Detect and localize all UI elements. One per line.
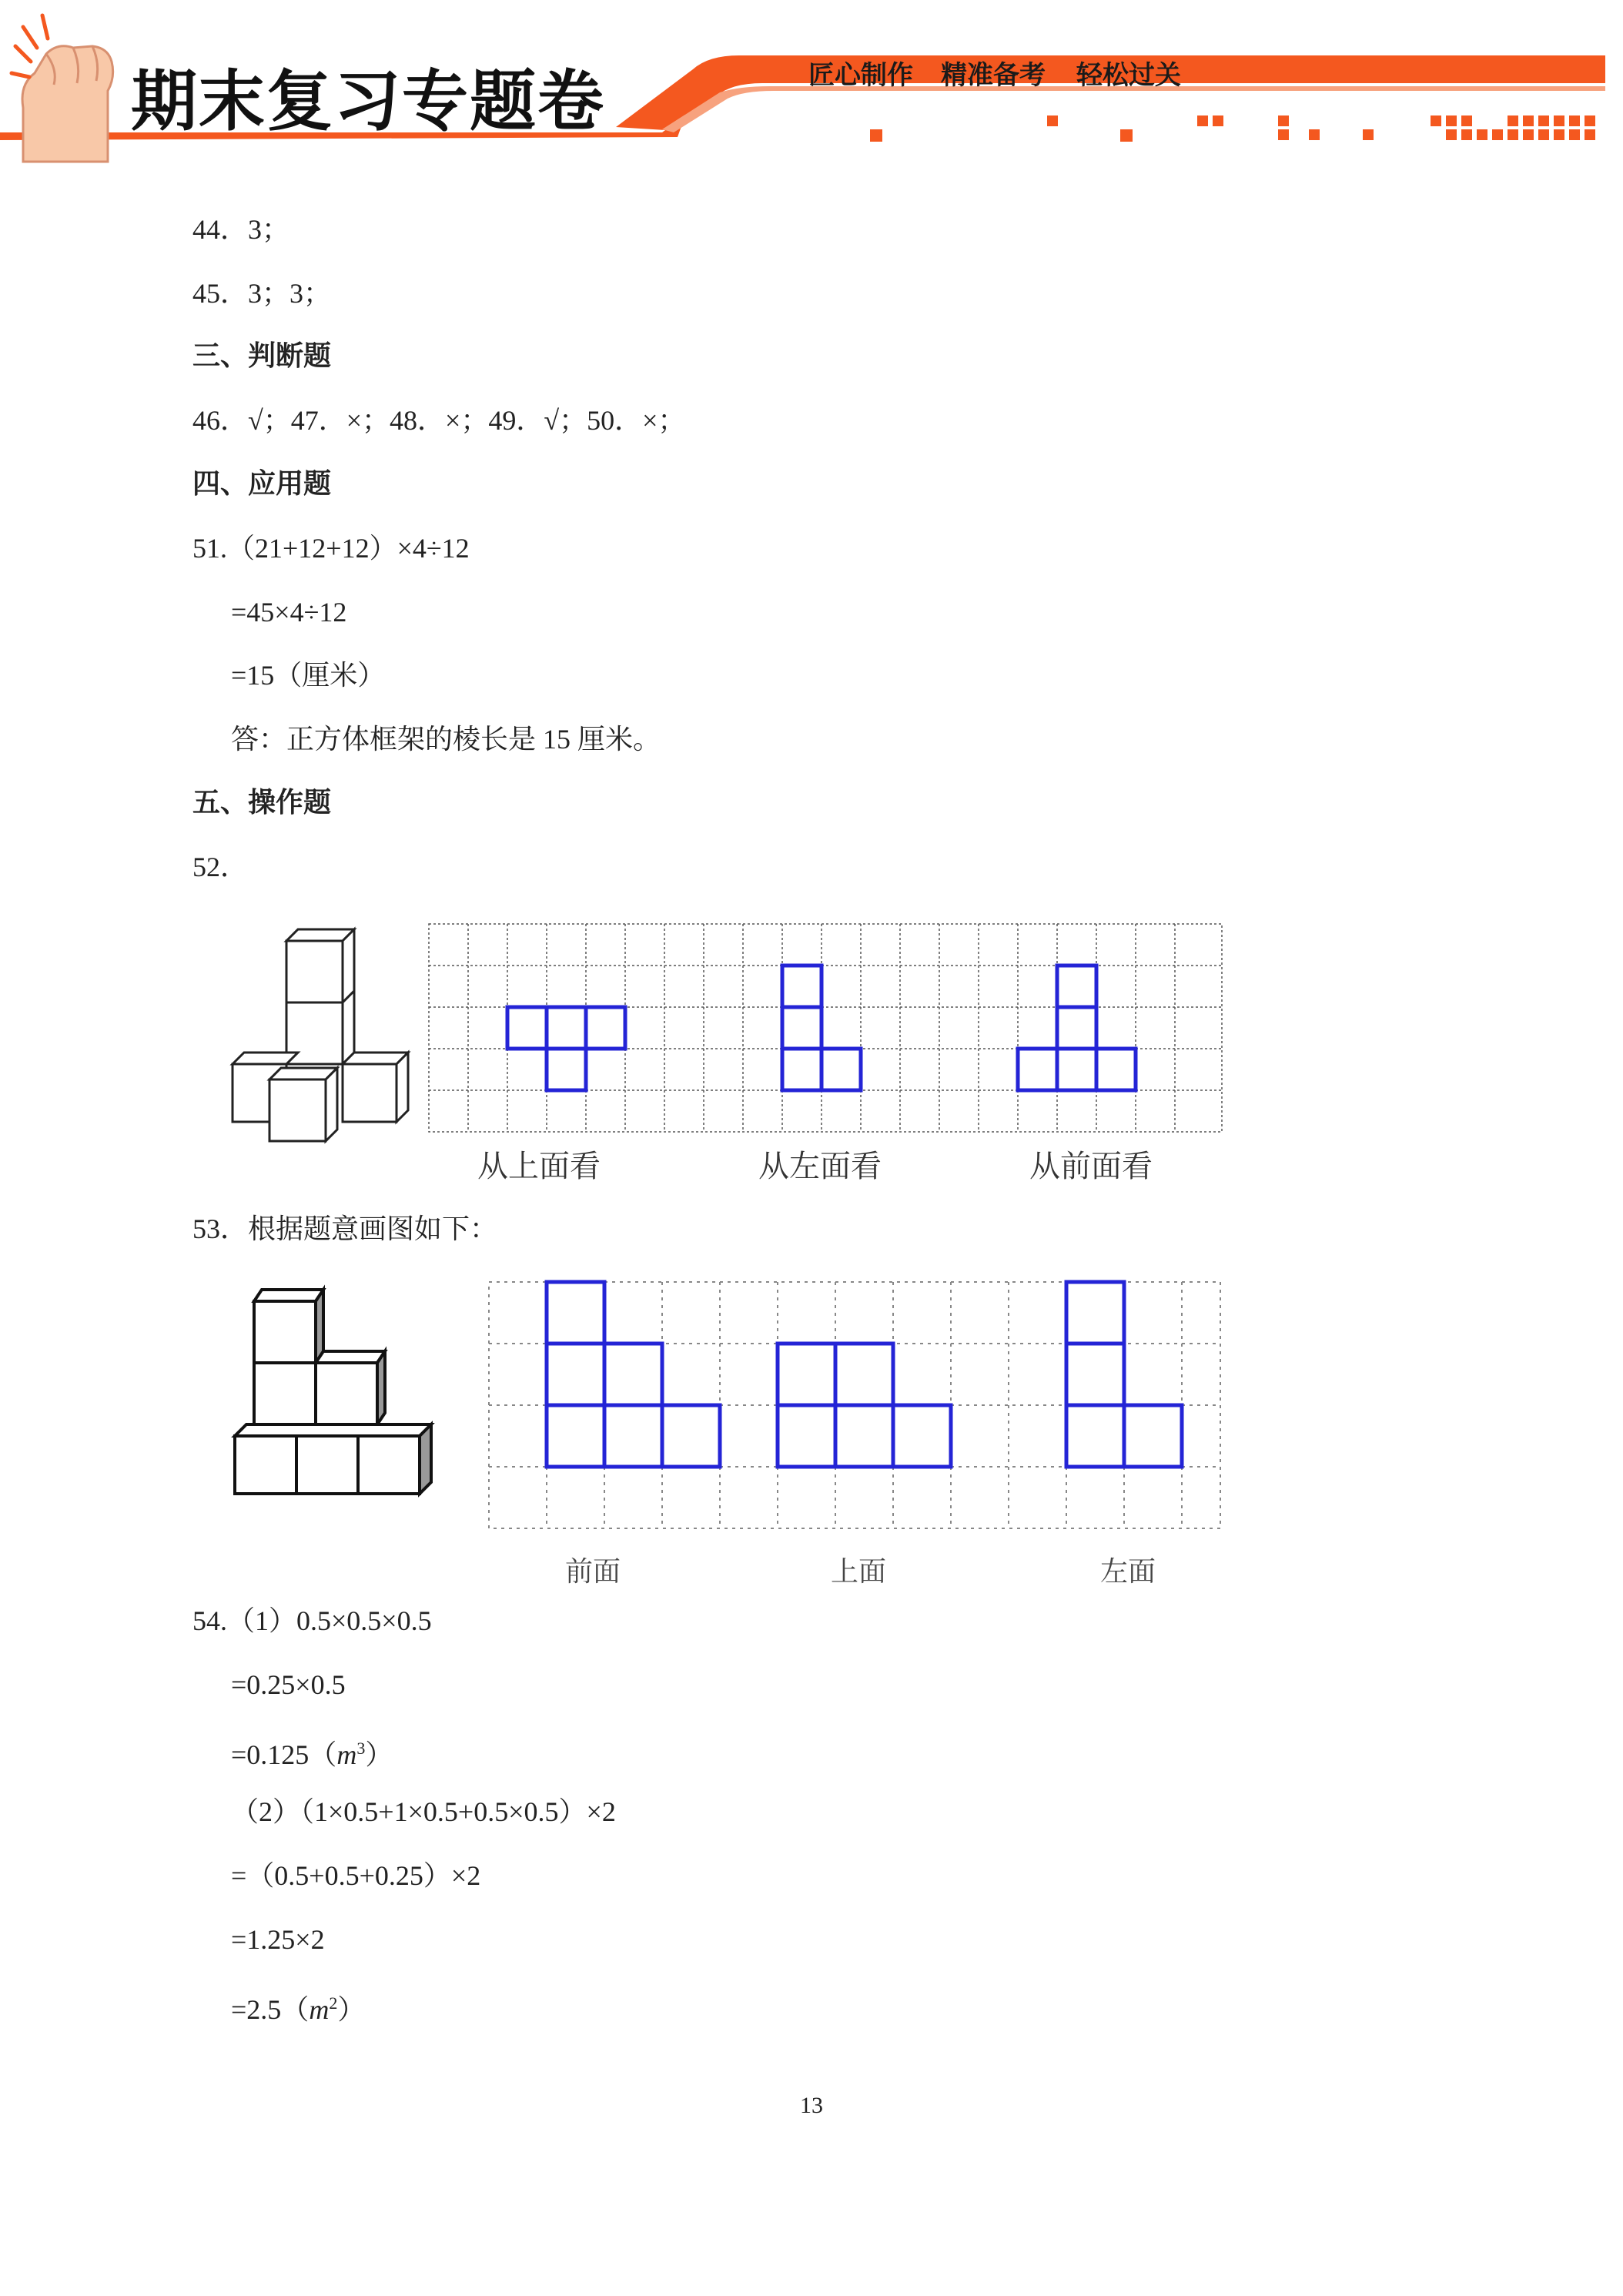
answer-45: 45．3；3； — [192, 278, 332, 309]
answer-51-step-1: =45×4÷12 — [231, 597, 347, 628]
figure-53-left-view — [1066, 1282, 1182, 1467]
page-number: 13 — [800, 2093, 823, 2118]
figure-52-left-view — [782, 966, 861, 1090]
figure-52-front-view — [1018, 966, 1136, 1090]
figure-52-label-front: 从前面看 — [1029, 1149, 1153, 1184]
hand-fist-icon — [12, 15, 113, 162]
page-header — [0, 0, 1623, 166]
answer-46-50: 46．√；47．×；48．×；49．√；50．×； — [192, 405, 686, 436]
answer-54-part-1-step-2: $=0.125(m^3)$ — [231, 1739, 393, 1770]
figure-53-top-view — [778, 1344, 951, 1467]
answer-53: 53．根据题意画图如下： — [192, 1213, 498, 1244]
answer-54-part-2-step-1: =（0.5+0.5+0.25）×2 — [231, 1860, 481, 1891]
section-5-heading: 五、操作题 — [192, 787, 332, 818]
figure-52 — [227, 920, 1228, 1190]
section-4-heading: 四、应用题 — [192, 468, 332, 500]
figure-53-cube-stack — [235, 1290, 431, 1494]
answer-51-conclusion: 答：正方体框架的棱长是 15 厘米。 — [231, 724, 661, 755]
figure-52-cube-stack — [233, 929, 408, 1141]
figure-52-label-left: 从左面看 — [758, 1149, 882, 1184]
slogan-1: 匠心制作 — [808, 60, 913, 91]
answer-54-part-2-step-2: =1.25×2 — [231, 1924, 325, 1955]
figure-53-label-top: 上面 — [830, 1556, 887, 1588]
header-title: 期末复习专题卷 — [131, 63, 605, 140]
slogan-2: 精准备考 — [941, 60, 1046, 91]
slogan-3: 轻松过关 — [1076, 60, 1181, 91]
answer-44: 44．3； — [192, 214, 290, 245]
answer-51: 51.（21+12+12）×4÷12 — [192, 533, 470, 564]
answer-54-part-1-step-1: =0.25×0.5 — [231, 1669, 346, 1700]
figure-53 — [227, 1274, 1228, 1590]
figure-53-label-front: 前面 — [564, 1556, 621, 1588]
figure-52-top-view — [507, 1007, 625, 1090]
figure-52-label-top: 从上面看 — [477, 1149, 601, 1184]
answer-54-part-2: （2）（1×0.5+1×0.5+0.5×0.5）×2 — [231, 1796, 616, 1827]
figure-53-front-view — [547, 1282, 720, 1467]
section-3-heading: 三、判断题 — [192, 340, 332, 372]
answer-51-step-2: =15（厘米） — [231, 660, 386, 691]
answer-54-part-2-step-3: $=2.5(m^2)$ — [231, 1993, 366, 2025]
answer-52: 52． — [192, 852, 249, 882]
answer-54-part-1: 54.（1）0.5×0.5×0.5 — [192, 1605, 432, 1636]
figure-53-label-left: 左面 — [1099, 1556, 1156, 1588]
